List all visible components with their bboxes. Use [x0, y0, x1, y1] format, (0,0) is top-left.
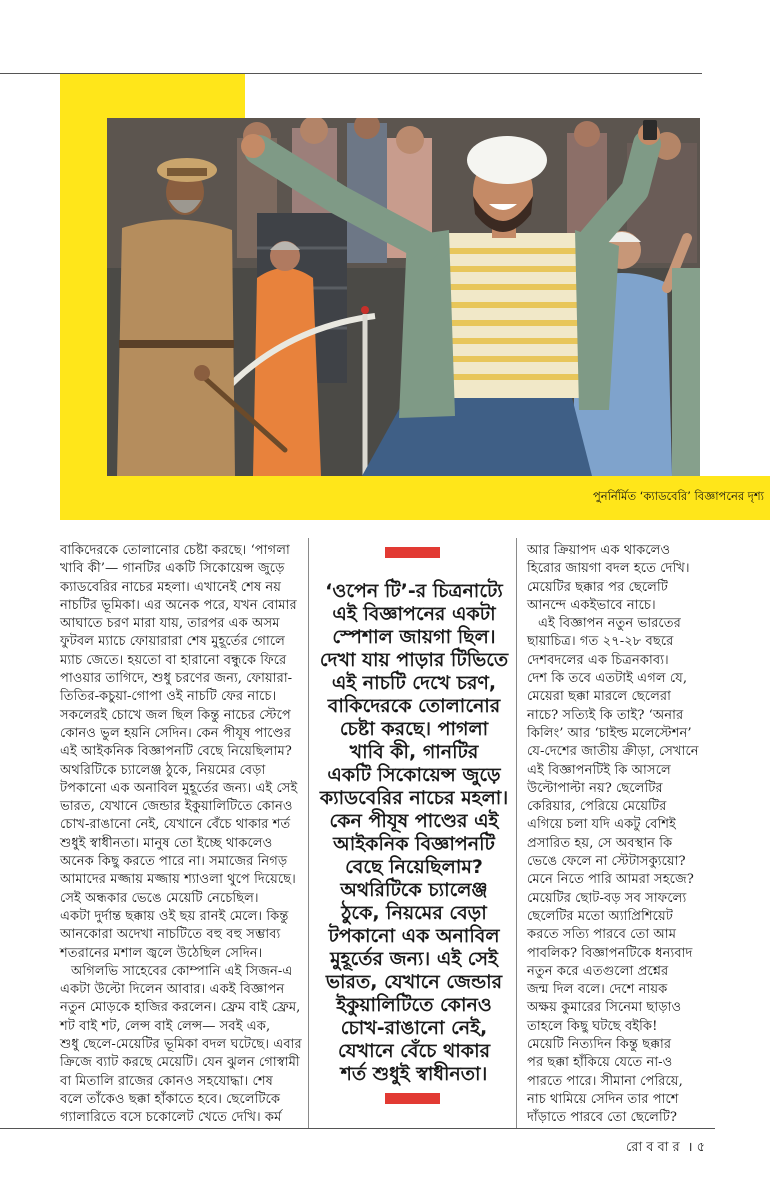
magazine-name: রোববার [626, 1140, 684, 1155]
text-line: ‘ওপেন টি’-র চিত্রনাট্যে [325, 580, 503, 602]
article-column-right [527, 542, 707, 1128]
text-line: একটি সিকোয়েন্স জুড়ে [327, 764, 501, 786]
text-line-row [527, 1091, 707, 1109]
text-line-row [60, 542, 303, 560]
text-line-row [60, 688, 303, 706]
text-line: ভেঙে ফেলে না স্টেটাসক্যুয়ো? [527, 854, 686, 870]
text-line: স্পেশাল জায়গা ছিল। [332, 626, 496, 648]
text-line-row [316, 626, 512, 649]
text-line-row [527, 597, 707, 615]
text-line-row [60, 762, 303, 780]
text-line-row [60, 725, 303, 743]
text-line: দাঁড়াতে পারবে তো ছেলেটি? [527, 1110, 677, 1126]
text-line-row [60, 1018, 303, 1036]
text-line: অথরিটিকে চ্যালেঞ্জ [340, 879, 488, 901]
text-line: সেই অন্ধকার ভেঙে মেয়েটি নেচেছিল। [60, 890, 259, 906]
text-line-row [316, 1017, 512, 1040]
text-line-row [527, 926, 707, 944]
text-line-row [316, 1063, 512, 1086]
text-line-row [316, 856, 512, 879]
text-line-row [316, 741, 512, 764]
text-line: কেরিয়ার, পেরিয়ে মেয়েটির [527, 799, 667, 815]
text-line-row [316, 971, 512, 994]
column-divider [516, 538, 517, 1128]
text-line: ম্যাচ জেতে। হয়তো বা হারানো বন্ধুকে ফিরে [60, 652, 287, 668]
text-line-row [527, 615, 707, 633]
text-line-row [527, 816, 707, 834]
text-line: যেখানে বেঁচে থাকার [337, 1040, 491, 1062]
text-line-row [60, 999, 303, 1017]
text-line-row [316, 810, 512, 833]
pull-quote-bottom-bar [385, 1093, 440, 1104]
text-line: আনন্দে একইভাবে নাচে। [527, 597, 656, 613]
text-line: ক্যাডবেরির নাচের মহলা। এখানেই শেষ নয় [60, 579, 282, 595]
text-line-row [60, 597, 303, 615]
text-line-row [60, 890, 303, 908]
text-line-row [60, 579, 303, 597]
text-line-row [527, 743, 707, 761]
text-line: ক্যাডবেরির নাচের মহলা। [319, 787, 509, 809]
text-line: অথরিটিকে চ্যালেঞ্জ ঠুকে, নিয়মের বেড়া [60, 762, 266, 778]
text-line-row [60, 963, 303, 981]
text-line: মেয়েটির ছোট-বড় সব সাফল্যে [527, 890, 687, 906]
text-line-row [527, 798, 707, 816]
text-line: এই বিজ্ঞাপনটিই কি আসলে [527, 762, 671, 778]
text-line: মেয়েটি নিত্যদিন কিন্তু ছক্কার [527, 1037, 672, 1053]
text-line-row [527, 652, 707, 670]
text-line: করতে সত্যি পারবে তো আম [527, 927, 677, 943]
text-line-row [60, 615, 303, 633]
feature-photo [107, 118, 700, 476]
text-line: নতুন মোড়কে হাজির করলেন। ফ্রেম বাই ফ্রেম, [60, 1000, 301, 1016]
text-line-row [316, 879, 512, 902]
text-line-row [316, 787, 512, 810]
text-line-row [527, 999, 707, 1017]
text-line: শতরানের মশাল জ্বলে উঠেছিল সেদিন। [60, 945, 263, 961]
text-line: দেশবদলের এক চিত্রনকাব্য। [527, 652, 669, 668]
text-line-row [60, 798, 303, 816]
text-line: এই বিজ্ঞাপনের একটা [332, 603, 496, 625]
photo-spectator-saree [253, 268, 321, 476]
text-line-row [60, 1036, 303, 1054]
text-line: শর্ত শুধুই স্বাধীনতা। [340, 1063, 488, 1085]
text-line: বেছে নিয়েছিলাম? [345, 856, 483, 878]
text-line-row [527, 707, 707, 725]
text-line: ইকুয়ালিটিতে কোনও [336, 994, 492, 1016]
text-line-row [60, 670, 303, 688]
text-line: আঘাতে চরণ মারা যায়, তারপর এক অসম [60, 616, 280, 632]
text-line-row [60, 926, 303, 944]
text-line: তাহলে কিছু ঘটছে বইকি! [527, 1018, 658, 1034]
text-line: দেশ কি তবে এতটাই এগল যে, [527, 671, 688, 687]
text-line: মুহূর্তের জন্য। এই সেই [330, 948, 498, 970]
text-line-row [316, 695, 512, 718]
text-line: একটা দুর্দান্ত ছক্কায় ওই ছয় রানই মেলে। কিন্তু [60, 908, 289, 924]
text-line: কিলিং’ আর ‘চাইল্ড মলেস্টেশন’ [527, 725, 692, 741]
text-line-row [527, 1036, 707, 1054]
text-line: শট বাই শট, লেন্স বাই লেন্স— সবই এক, [60, 1018, 271, 1034]
text-line: যে-দেশের জাতীয় ক্রীড়া, সেখানে [527, 744, 699, 760]
text-line-row [527, 981, 707, 999]
text-line: জন্ম দিল বলে। দেশে নায়ক [527, 982, 668, 998]
text-line-row [316, 902, 512, 925]
text-line-row [527, 579, 707, 597]
text-line-row [527, 780, 707, 798]
text-line-row [527, 963, 707, 981]
text-line-row [60, 633, 303, 651]
text-line: এই বিজ্ঞাপন নতুন ভারতের [538, 616, 681, 632]
text-line: বলে তাঁকেও ছক্কা হাঁকাতে হবে। ছেলেটিকে [60, 1091, 281, 1107]
text-line: চেষ্টা করছে। পাগলা [339, 718, 489, 740]
text-line: ঠুকে, নিয়মের বেড়া [341, 902, 487, 924]
text-line: টপকানো এক অনাবিল [328, 925, 500, 947]
column-divider [308, 538, 309, 1128]
text-line-row [527, 945, 707, 963]
text-line-row [316, 764, 512, 787]
text-line: ভারত, যেখানে জেন্ডার [325, 971, 503, 993]
text-line-row [527, 890, 707, 908]
text-line: ফুটবল ম্যাচে ফোয়ারারা শেষ মুহূর্তের গোলে [60, 634, 285, 650]
text-line-row [527, 688, 707, 706]
text-line: খাবি কী, গানটির [349, 741, 479, 763]
text-line-row [527, 835, 707, 853]
text-line-row [527, 908, 707, 926]
text-line: আনকোরা অদেখা নাচটিতে বহু বহু সম্ভাব্য [60, 927, 281, 943]
text-line-row [60, 981, 303, 999]
text-line-row [60, 871, 303, 889]
text-line-row [527, 725, 707, 743]
text-line: হিরোর জায়গা বদল হতে দেখি। [527, 561, 690, 577]
text-line: অক্ষয় কুমারের সিনেমা ছাড়াও [527, 1000, 682, 1016]
text-line: ছায়াচিত্র। গত ২৭-২৮ বছরে [527, 634, 674, 650]
text-line-row [60, 707, 303, 725]
text-line: খাবি কী’— গানটির একটি সিকোয়েন্স জুড়ে [60, 561, 285, 577]
text-line-row [60, 743, 303, 761]
text-line-row [527, 1073, 707, 1091]
text-line-row [316, 948, 512, 971]
text-line: প্রসারিত হয়, সে অবস্থান কি [527, 835, 673, 851]
text-line-row [60, 816, 303, 834]
text-line-row [316, 672, 512, 695]
text-line: ছেলেটির মতো অ্যাপ্রিশিয়েট [527, 908, 673, 924]
text-line: কেন পীযূষ পাণ্ডের এই [329, 810, 499, 832]
pull-quote-top-bar [385, 547, 440, 558]
footer-separator: । [687, 1140, 693, 1155]
text-line-row [60, 1073, 303, 1091]
page-footer [626, 1137, 705, 1159]
text-line: তিতির-কচুয়া-গোপা ওই নাচটি ফের নাচে। [60, 689, 277, 705]
text-line: অগিলভি সাহেবের কোম্পানি এই সিজন-এ [71, 963, 293, 979]
text-line-row [60, 1109, 303, 1127]
text-line: বাকিদেরকে তোলানোর চেষ্টা করছে। ‘পাগলা [60, 543, 290, 558]
text-line-row [527, 560, 707, 578]
text-line: উল্টোপাল্টা নয়? ছেলেটির [527, 780, 663, 796]
text-line-row [316, 580, 512, 603]
text-line-row [316, 603, 512, 626]
yellow-accent-block [60, 74, 245, 118]
page-number: ৫ [696, 1140, 705, 1155]
text-line-row [527, 633, 707, 651]
text-line: চোখ-রাঙানো নেই, যেখানে বেঁচে থাকার শর্ত [60, 817, 291, 833]
text-line: মেয়েটির ছক্কার পর ছেলেটি [527, 579, 668, 595]
text-line: বা মিতালি রাজের কোনও সহযোদ্ধা। শেষ [60, 1073, 273, 1089]
text-line: পাওয়ার তাগিদে, শুধু চরণের জন্য, ফোয়ারা- [60, 671, 293, 687]
text-line: নাচটির ভূমিকা। এর অনেক পরে, যখন বোমার [60, 597, 297, 613]
yellow-accent-strip [60, 118, 107, 520]
text-line-row [316, 649, 512, 672]
pull-quote [316, 580, 512, 1086]
text-line-row [60, 1054, 303, 1072]
text-line-row [60, 908, 303, 926]
text-line: আইকনিক বিজ্ঞাপনটি [333, 833, 495, 855]
text-line-row [60, 652, 303, 670]
text-line-row [316, 925, 512, 948]
text-line-row [60, 1091, 303, 1109]
text-line-row [60, 853, 303, 871]
text-line: মেয়েরা ছক্কা মারলে ছেলেরা [527, 689, 671, 705]
text-line: শুধু ছেলে-মেয়েটির ভূমিকা বদল ঘটেছে। এবার [60, 1037, 302, 1053]
text-line: চোখ-রাঙানো নেই, [340, 1017, 488, 1039]
text-line: এই নাচটি দেখে চরণ, [331, 672, 497, 694]
text-line: পাবলিক? বিজ্ঞাপনটিকে ধন্যবাদ [527, 945, 693, 961]
text-line-row [527, 853, 707, 871]
text-line: ক্রিজে ব্যাট করছে মেয়েটি। যেন ঝুলন গোস্বামী [60, 1055, 300, 1071]
text-line-row [527, 542, 707, 560]
bottom-rule [0, 1128, 715, 1129]
text-line: মেনে নিতে পারি আমরা সহজে? [527, 872, 694, 888]
text-line-row [527, 762, 707, 780]
text-line: গ্যালারিতে বসে চকোলেট খেতে দেখি। কর্ম [60, 1110, 282, 1126]
text-line-row [527, 1018, 707, 1036]
text-line-row [60, 945, 303, 963]
text-line-row [316, 994, 512, 1017]
text-line: শুধুই স্বাধীনতা। মানুষ তো ইচ্ছে থাকলেও [60, 835, 273, 851]
text-line: অনেক কিছু করতে পারে না। সমাজের নিগড় [60, 854, 288, 870]
text-line-row [60, 780, 303, 798]
photo-caption: পুনর্নির্মিত ‘ক্যাডবেরি’ বিজ্ঞাপনের দৃশ্য [592, 489, 764, 503]
text-line: পর ছক্কা হাঁকিয়ে যেতে না-ও [527, 1055, 673, 1071]
text-line-row [527, 670, 707, 688]
text-line-row [527, 1054, 707, 1072]
text-line: আমাদের মজ্জায় মজ্জায় শ্যাওলা থুপে দিয়েছে। [60, 872, 296, 888]
text-line-row [60, 560, 303, 578]
text-line: নাচে? সত্যিই কি তাই? ‘অনার [527, 707, 684, 723]
text-line: এই আইকনিক বিজ্ঞাপনটি বেছে নিয়েছিলাম? [60, 744, 292, 760]
text-line: বাকিদেরকে তোলানোর [327, 695, 501, 717]
text-line-row [316, 718, 512, 741]
text-line: নতুন করে এতগুলো প্রশ্নের [527, 963, 669, 979]
text-line: সকলেরই চোখে জল ছিল কিন্তু নাচের স্টেপে [60, 707, 291, 723]
text-line: পারতে পারে। সীমানা পেরিয়ে, [527, 1073, 683, 1089]
text-line-row [60, 835, 303, 853]
text-line-row [527, 1109, 707, 1127]
text-line: কোনও ভুল হয়নি সেদিন। কেন পীযূষ পাণ্ডের [60, 725, 292, 741]
text-line: একটা উল্টো দিলেন আবার। একই বিজ্ঞাপন [60, 982, 285, 998]
text-line: এগিয়ে চলা যদি একটু বেশিই [527, 817, 676, 833]
article-column-left [60, 542, 303, 1128]
text-line-row [527, 871, 707, 889]
text-line: আর ক্রিয়াপদ এক থাকলেও [527, 543, 671, 558]
text-line: টপকানো এক অনাবিল মুহূর্তের জন্য। এই সেই [60, 780, 298, 796]
text-line: নাচ থামিয়ে সেদিন তার পাশে [527, 1091, 679, 1107]
text-line: দেখা যায় পাড়ার টিভিতে [319, 649, 509, 671]
text-line-row [316, 1040, 512, 1063]
text-line: ভারত, যেখানে জেন্ডার ইকুয়ালিটিতে কোনও [60, 799, 293, 815]
text-line-row [316, 833, 512, 856]
